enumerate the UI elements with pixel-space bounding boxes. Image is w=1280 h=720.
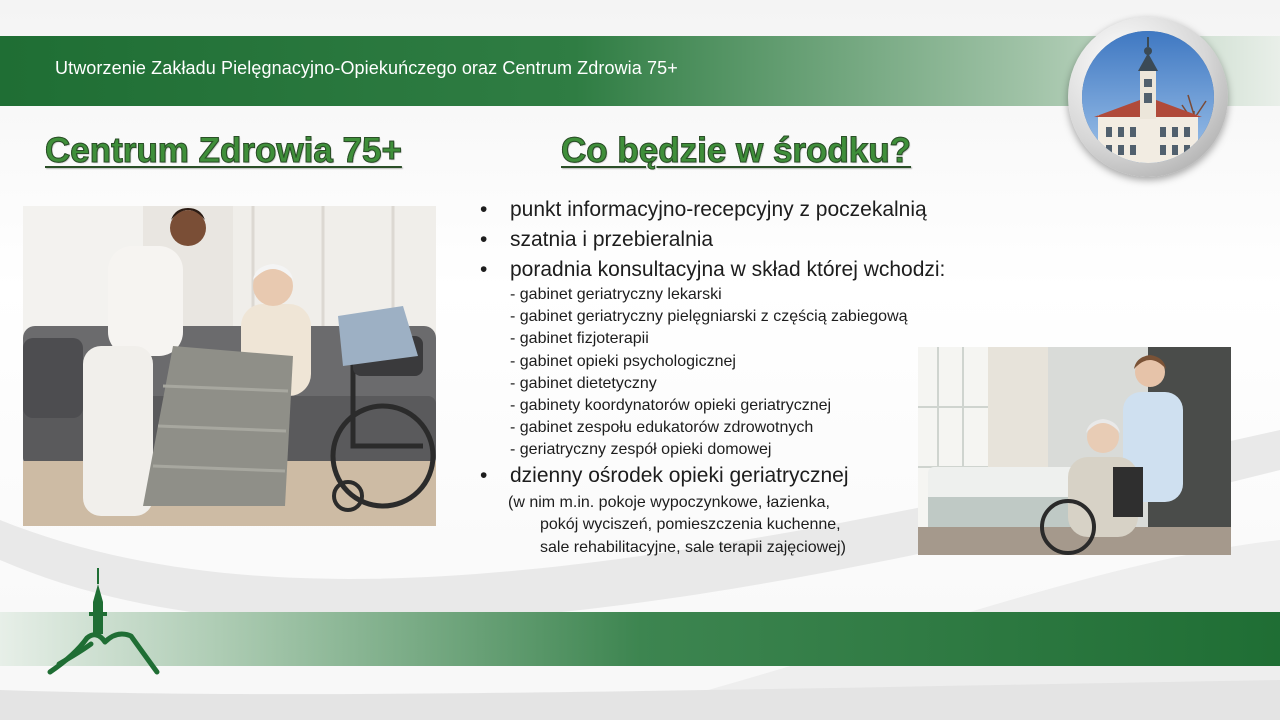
note-line: pokój wyciszeń, pomieszczenia kuchenne, — [540, 516, 841, 533]
photo-nurse-with-senior — [23, 206, 436, 526]
sub-list-item: - gabinety koordynatorów opieki geriatrycznej — [510, 397, 832, 414]
sub-list-item: - gabinet fizjoterapii — [510, 330, 649, 347]
town-hall-icon — [1082, 31, 1214, 163]
note-line: sale rehabilitacyjne, sale terapii zajęciowej) — [540, 539, 846, 556]
sub-list-item: - geriatryczny zespół opieki domowej — [510, 441, 772, 458]
sub-list-item: - gabinet zespołu edukatorów zdrowotnych — [510, 419, 814, 436]
sub-list-item: - gabinet geriatryczny pielęgniarski z częścią zabiegową — [510, 308, 908, 325]
header-title: Utworzenie Zakładu Pielęgnacyjno-Opiekuńczego oraz Centrum Zdrowia 75+ — [55, 58, 678, 78]
emblem — [1068, 17, 1228, 177]
mountain-tower-logo-icon — [45, 560, 165, 680]
footer-bar — [0, 612, 1280, 666]
sub-list-item: - gabinet dietetyczny — [510, 375, 657, 392]
sub-list-item: - gabinet geriatryczny lekarski — [510, 286, 722, 303]
sub-list-item: - gabinet opieki psychologicznej — [510, 353, 736, 370]
photo-caregiver-wheelchair — [918, 347, 1231, 555]
heading-centrum-zdrowia: Centrum Zdrowia 75+ — [45, 131, 402, 170]
heading-co-bedzie-w-srodku: Co będzie w środku? — [561, 131, 912, 170]
note-line: (w nim m.in. pokoje wypoczynkowe, łazienka, — [508, 494, 830, 511]
